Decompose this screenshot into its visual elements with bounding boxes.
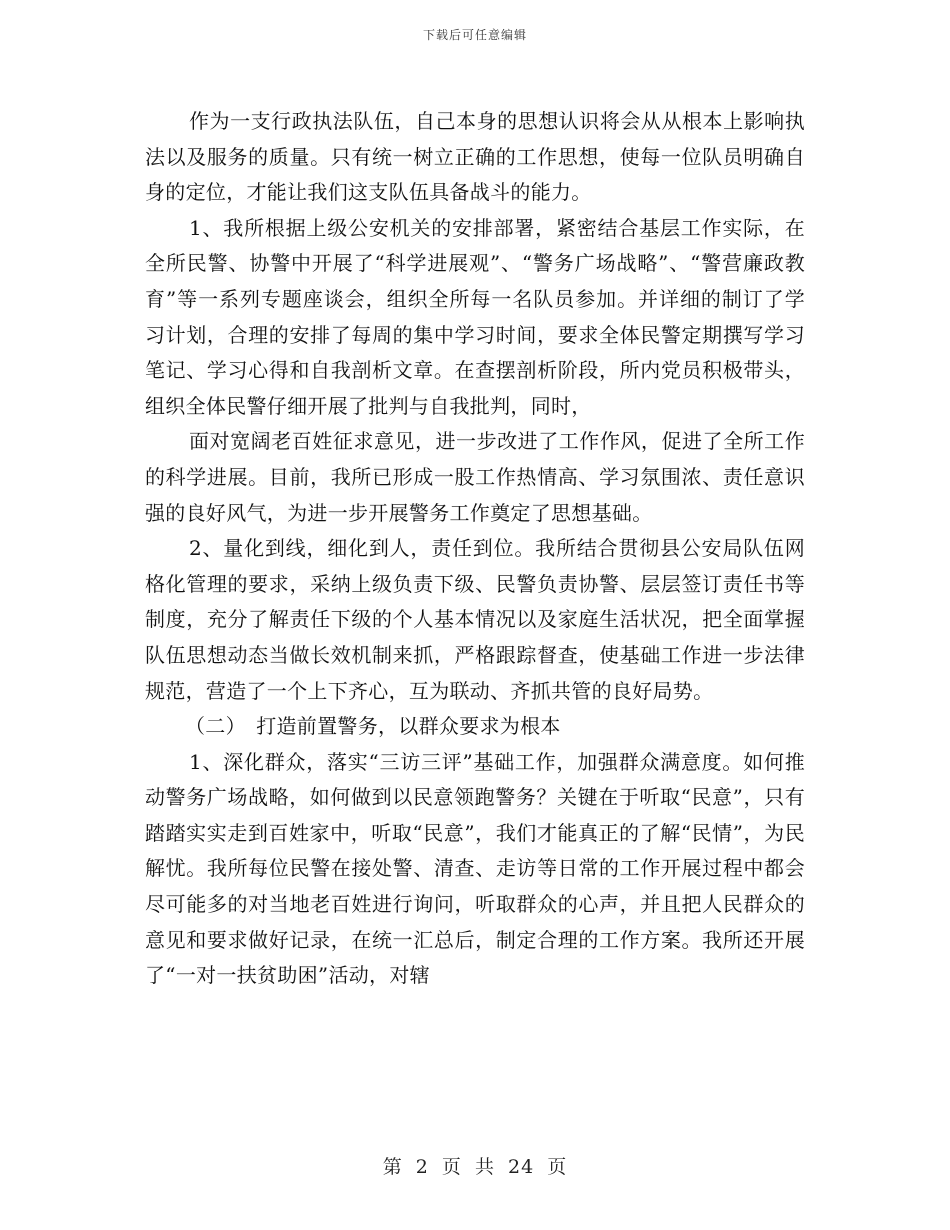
page-number-footer: 第 2 页 共 24 页	[382, 1156, 568, 1178]
section-heading-2: （二） 打造前置警务，以群众要求为根本	[185, 714, 561, 739]
paragraph-item-2-grid-management: 2、量化到线，细化到人，责任到位。我所结合贯彻县公安局队伍网格化管理的要求，采纳上级负责下级、民警负责协警、层层签订责任书等制度，充分了解责任下级的个人基本情况以及家庭生活状况，把全面掌握队伍思想动态当做长效机制来抓，严格跟踪督查，使基础工作进一步法律规范，营造了一个上下齐心，互为联动、齐抓共管的良好局势。	[145, 536, 805, 703]
paragraph-intro: 作为一支行政执法队伍，自己本身的思想认识将会从从根本上影响执法以及服务的质量。只有统一树立正确的工作思想，使每一位队员明确自身的定位，才能让我们这支队伍具备战斗的能力。	[145, 109, 805, 205]
page-header: 下载后可任意编辑	[422, 28, 527, 42]
document-body	[145, 104, 805, 994]
paragraph-section-2-item-1: 1、深化群众，落实“三访三评”基础工作，加强群众满意度。如何推动警务广场战略，如何做到以民意领跑警务？关键在于听取“民意”，只有踏踏实实走到百姓家中，听取“民意”，我们才能真正的了解“民情”，为民解忧。我所每位民警在接处警、清查、走访等日常的工作开展过程中都会尽可能多的对当地老百姓进行询问，听取群众的心声，并且把人民群众的意见和要求做好记录，在统一汇总后，制定合理的工作方案。我所还开展了“一对一扶贫助困”活动，对辖	[145, 749, 805, 988]
paragraph-item-1-continued: 面对宽阔老百姓征求意见，进一步改进了工作作风，促进了全所工作的科学进展。目前，我所已形成一股工作热情高、学习氛围浓、责任意识强的良好风气，为进一步开展警务工作奠定了思想基础。	[145, 429, 805, 525]
paragraph-item-1-study: 1、我所根据上级公安机关的安排部署，紧密结合基层工作实际，在全所民警、协警中开展了“科学进展观”、“警务广场战略”、“警营廉政教育”等一系列专题座谈会，组织全所每一名队员参加。并详细的制订了学习计划，合理的安排了每周的集中学习时间，要求全体民警定期撰写学习笔记、学习心得和自我剖析文章。在查摆剖析阶段，所内党员积极带头，组织全体民警仔细开展了批判与自我批判，同时，	[145, 215, 805, 418]
